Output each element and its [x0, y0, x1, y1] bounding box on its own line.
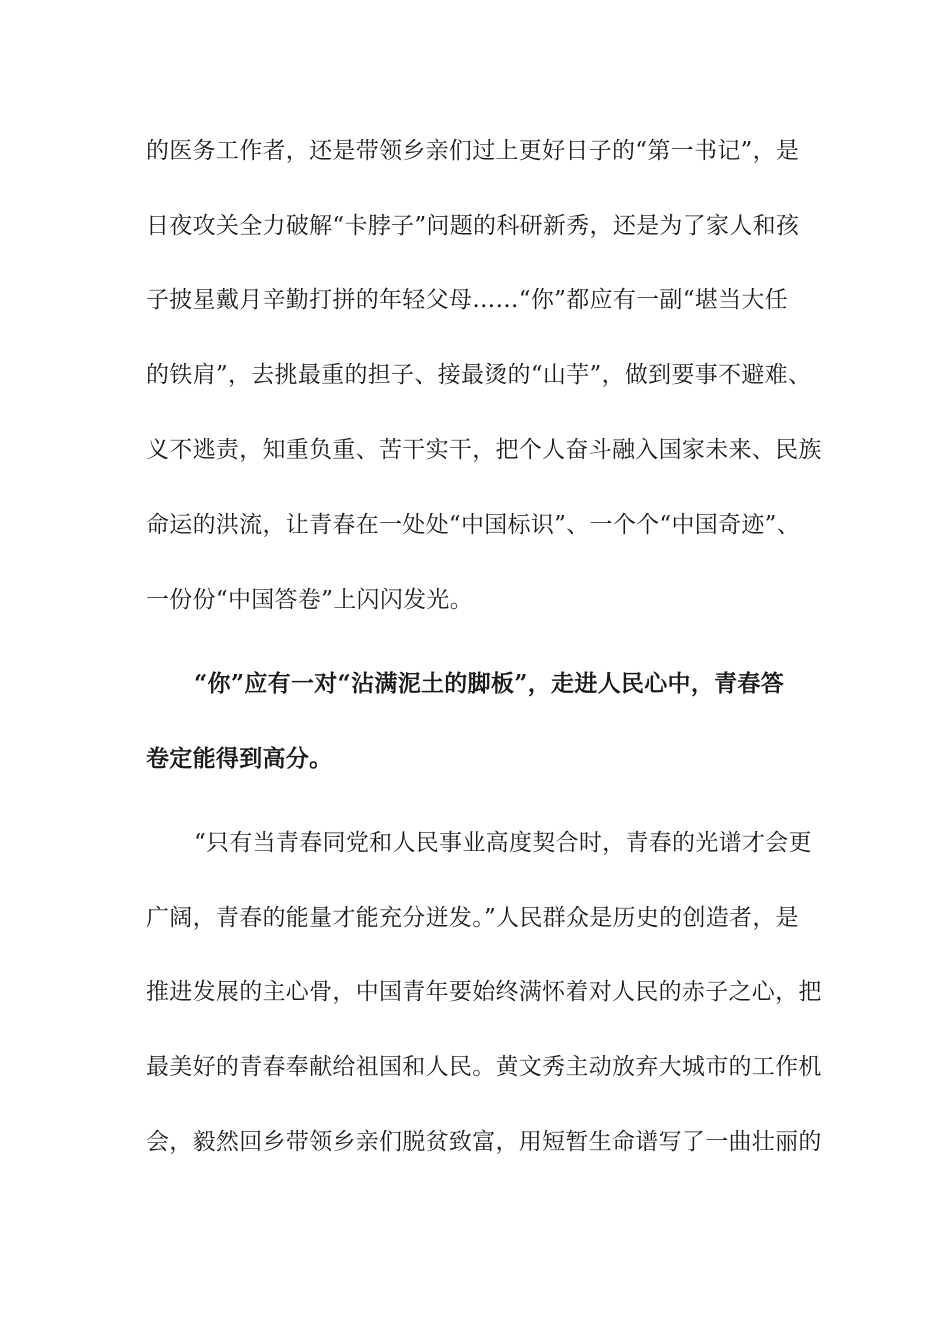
text-line: 的铁肩”，去挑最重的担子、接最烫的“山芋”，做到要事不避难、: [146, 362, 812, 388]
text-line: 义不逃责，知重负重、苦干实干，把个人奋斗融入国家未来、民族: [146, 437, 822, 463]
text-line: 日夜攻关全力破解“卡脖子”问题的科研新秀，还是为了家人和孩: [146, 213, 800, 239]
heading-line: 卷定能得到高分。: [146, 745, 333, 772]
text-line: 的医务工作者，还是带领乡亲们过上更好日子的“第一书记”，是: [146, 138, 800, 164]
heading-line: “你”应有一对“沾满泥土的脚板”，走进人民心中，青春答: [194, 670, 785, 697]
text-line: 会，毅然回乡带领乡亲们脱贫致富，用短暂生命谱写了一曲壮丽的: [146, 1129, 822, 1155]
text-line: 推进发展的主心骨，中国青年要始终满怀着对人民的赤子之心，把: [146, 979, 822, 1005]
text-line: 最美好的青春奉献给祖国和人民。黄文秀主动放弃大城市的工作机: [146, 1054, 822, 1080]
text-line: 子披星戴月辛勤打拼的年轻父母……“你”都应有一副“堪当大任: [146, 287, 788, 313]
text-line: 一份份“中国答卷”上闪闪发光。: [146, 587, 474, 613]
text-line: 命运的洪流，让青春在一处处“中国标识”、一个个“中国奇迹”、: [146, 512, 801, 538]
text-line: “只有当青春同党和人民事业高度契合时，青春的光谱才会更: [194, 830, 812, 856]
text-line: 广阔，青春的能量才能充分迸发。”人民群众是历史的创造者，是: [146, 905, 799, 931]
